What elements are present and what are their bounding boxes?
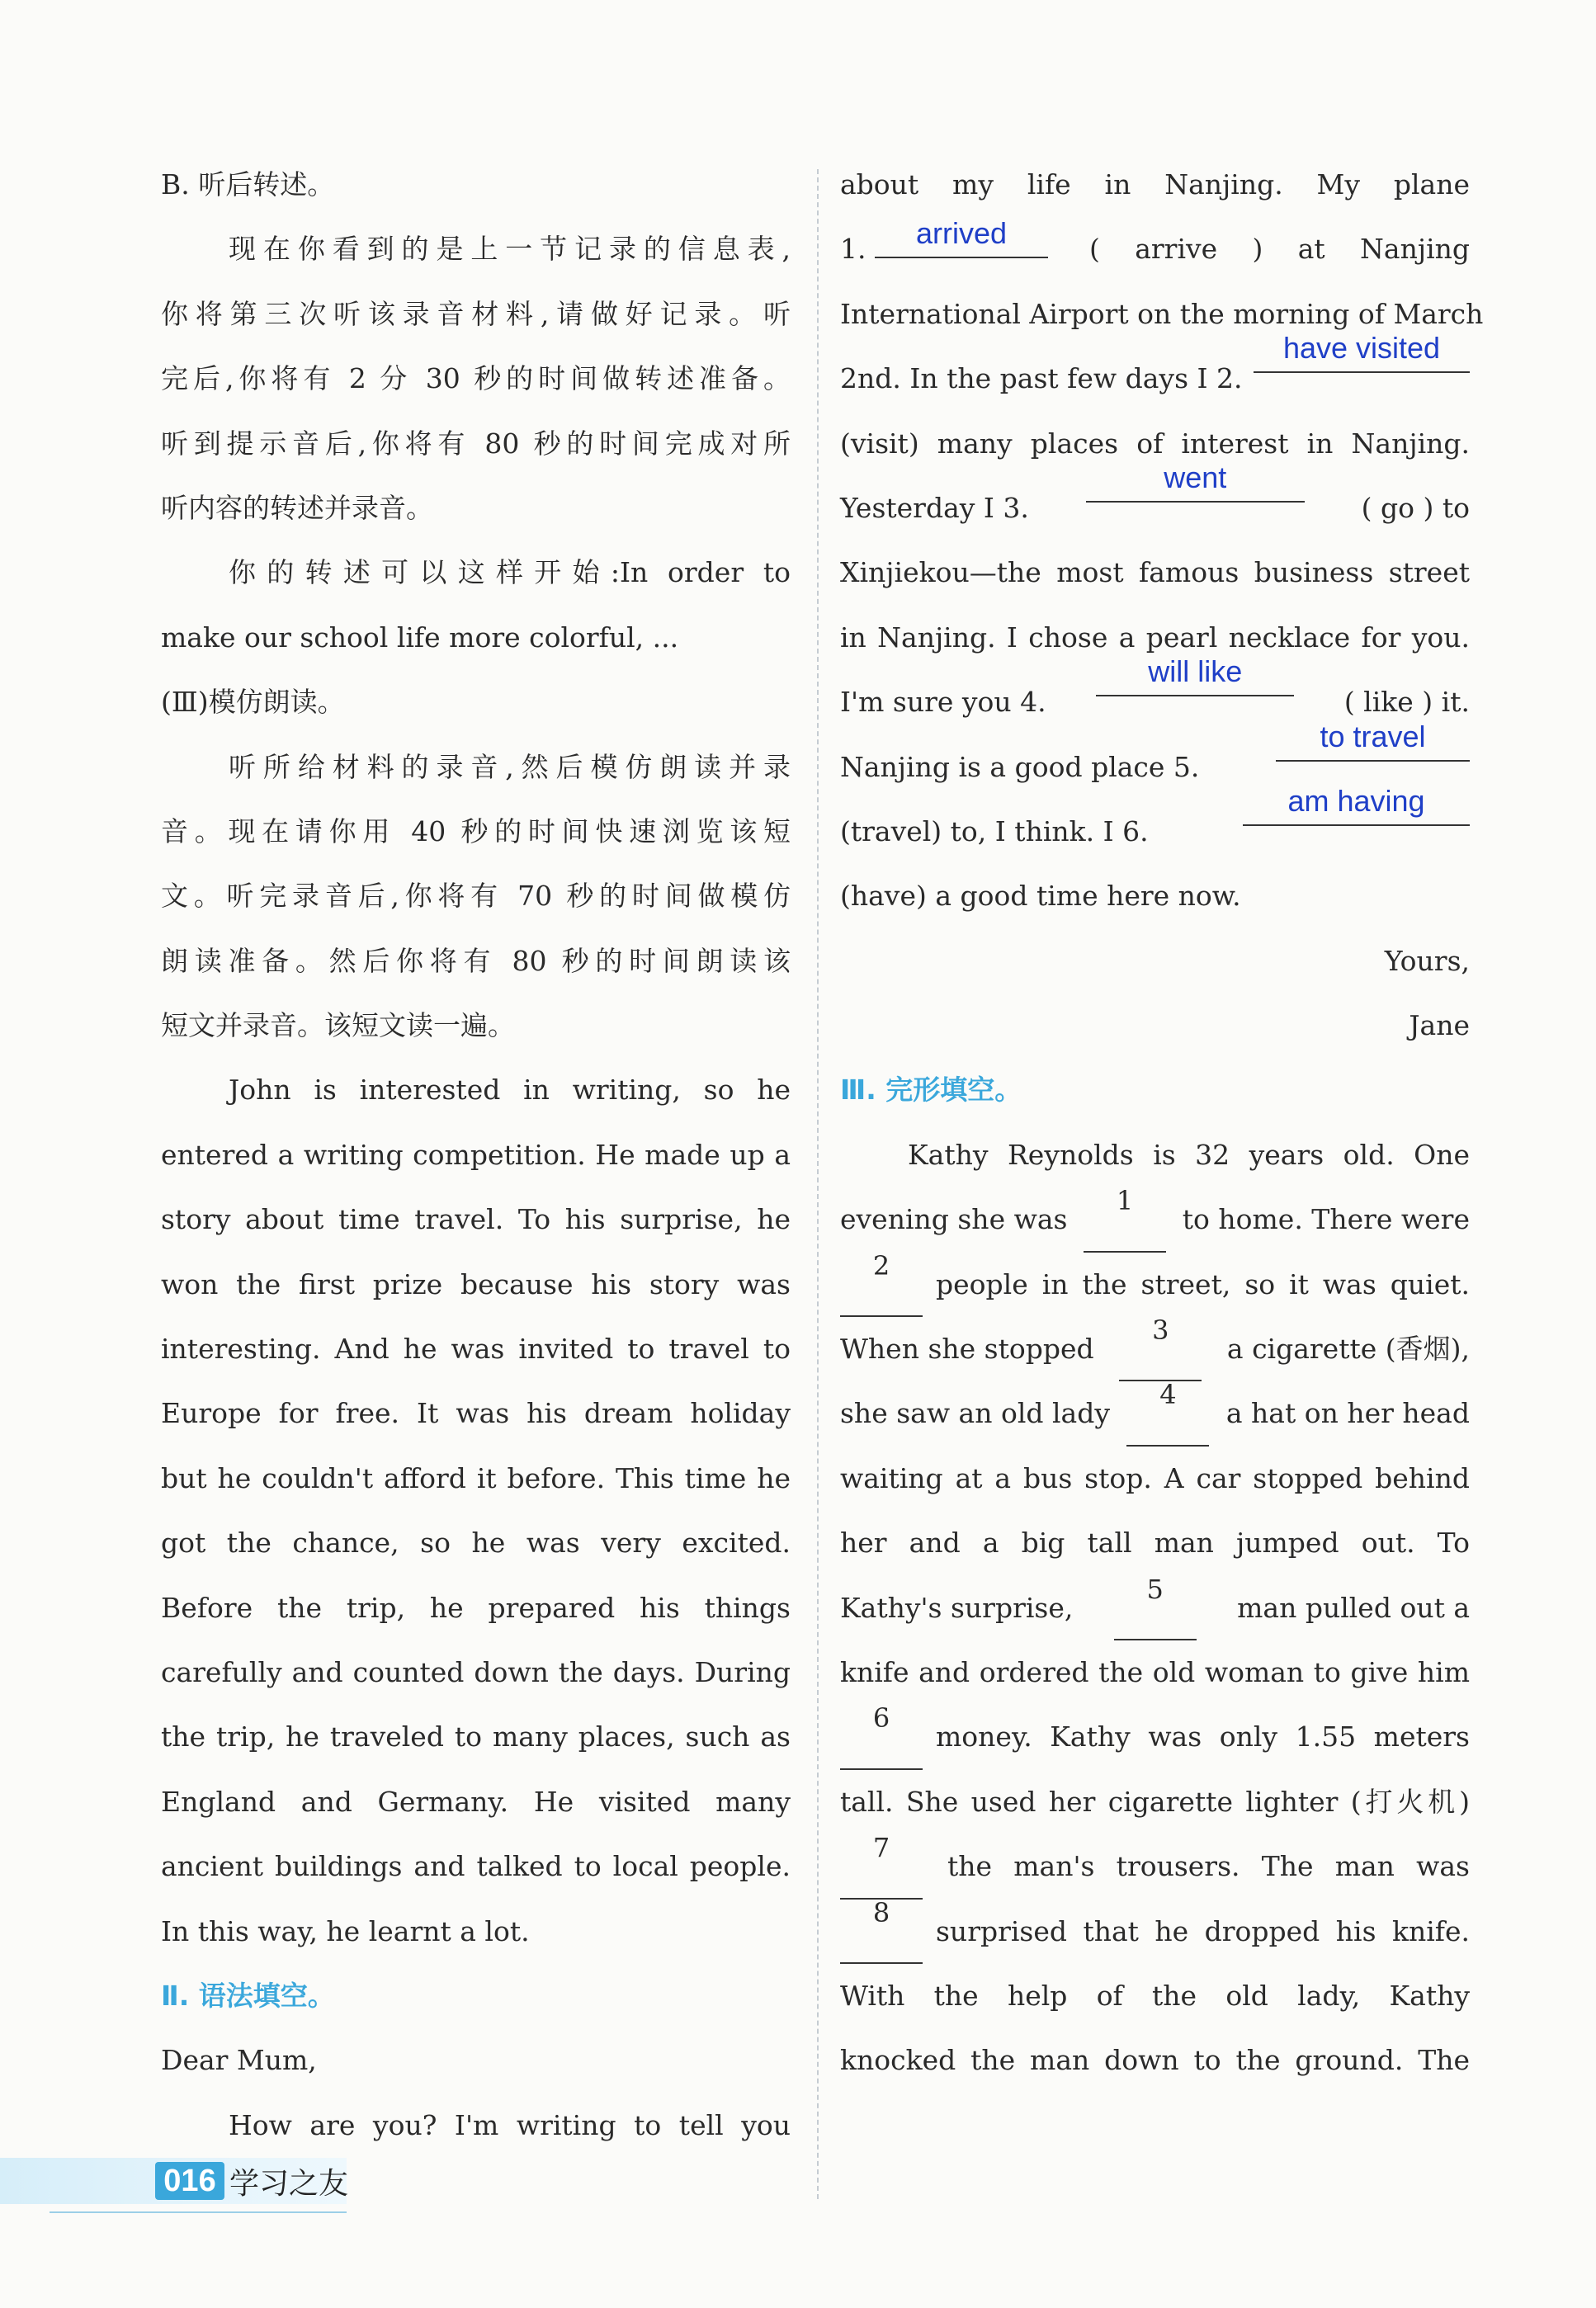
- passage-text: interesting. And he was invited to travel to: [161, 1333, 791, 1366]
- passage-text: Before the trip, he prepared his things: [161, 1591, 791, 1624]
- section-iii-cloze-title: Ⅲ. 完形填空。: [840, 1074, 1022, 1107]
- passage-text: entered a writing competition. He made up a: [161, 1138, 791, 1171]
- cloze-text: the man's trousers. The man was: [947, 1850, 1470, 1883]
- letter-text: ( arrive ) at Nanjing: [1089, 233, 1470, 266]
- cloze-text: When she stopped: [840, 1333, 1094, 1366]
- blank-number: 1: [1116, 1185, 1134, 1217]
- passage-text: the trip, he traveled to many places, such as: [161, 1720, 791, 1753]
- answer-text: have visited: [1282, 331, 1441, 366]
- letter-text: Yesterday I 3.: [840, 491, 1029, 524]
- letter-greeting: Dear Mum,: [161, 2044, 317, 2077]
- cloze-line: [840, 1702, 1470, 1769]
- cloze-text: man pulled out a: [1237, 1591, 1470, 1624]
- instruction-text: 听到提示音后,你将有 80 秒的时间完成对所: [161, 427, 791, 460]
- instruction-text: 现在你看到的是上一节记录的信息表,: [229, 233, 791, 266]
- section-ii-title: Ⅱ. 语法填空。: [161, 1979, 335, 2012]
- cloze-line: [840, 1249, 1470, 1317]
- cloze-blank-3[interactable]: [1119, 1314, 1202, 1381]
- letter-text: in Nanjing. I chose a pearl necklace for you.: [840, 621, 1470, 654]
- letter-text: ( like ) it.: [1343, 686, 1470, 719]
- letter-text: ( go ) to: [1361, 491, 1470, 524]
- cloze-blank-8[interactable]: [840, 1896, 923, 1964]
- cloze-text: she saw an old lady: [840, 1397, 1111, 1430]
- passage-text: ancient buildings and talked to local people.: [161, 1850, 791, 1883]
- brand-name: 学习之友: [229, 2167, 349, 2201]
- instruction-text: make our school life more colorful, ...: [161, 621, 679, 654]
- passage-text: but he couldn't afford it before. This time he: [161, 1461, 791, 1494]
- instruction-text: 听所给材料的录音,然后模仿朗读并录: [229, 750, 791, 783]
- cloze-line: [840, 1187, 1470, 1252]
- letter-line-blank-1: [840, 217, 1470, 281]
- cloze-text: knocked the man down to the ground. The: [840, 2044, 1470, 2077]
- passage-text: won the first prize because his story was: [161, 1267, 791, 1300]
- cloze-text: money. Kathy was only 1.55 meters: [936, 1720, 1470, 1753]
- answer-text: went: [1164, 460, 1227, 494]
- footer-rule: [50, 2211, 347, 2213]
- page-number: 016: [155, 2162, 224, 2200]
- cloze-text: her and a big tall man jumped out. To: [840, 1527, 1470, 1560]
- answer-blank-5[interactable]: [1276, 719, 1470, 762]
- instruction-text: 音。现在请你用 40 秒的时间快速浏览该短: [161, 814, 791, 847]
- cloze-line: [840, 1381, 1470, 1446]
- passage-text: got the chance, so he was very excited.: [161, 1527, 791, 1560]
- cloze-blank-2[interactable]: [840, 1249, 923, 1317]
- section-b-title: B. 听后转述。: [161, 168, 335, 201]
- answer-text: will like: [1148, 654, 1243, 689]
- instruction-text: 文。听完录音后,你将有 70 秒的时间做模仿: [161, 880, 791, 913]
- letter-text: (visit) many places of interest in Nanjing.: [840, 427, 1470, 460]
- cloze-text: a hat on her head: [1225, 1397, 1470, 1430]
- letter-text: International Airport on the morning of March: [840, 297, 1484, 330]
- passage-text: John is interested in writing, so he: [229, 1074, 791, 1107]
- cloze-text: knife and ordered the old woman to give him: [840, 1655, 1470, 1688]
- letter-line-blank-3: [840, 460, 1470, 540]
- cloze-blank-4[interactable]: [1126, 1381, 1209, 1446]
- blank-number: 3: [1152, 1314, 1169, 1347]
- left-column: [161, 153, 791, 2158]
- letter-text: (travel) to, I think. I 6.: [840, 814, 1149, 847]
- cloze-text: Kathy Reynolds is 32 years old. One: [908, 1138, 1470, 1171]
- cloze-blank-7[interactable]: [840, 1834, 923, 1899]
- cloze-text: With the help of the old lady, Kathy: [840, 1979, 1470, 2012]
- letter-signature: Jane: [1409, 1009, 1470, 1042]
- cloze-blank-5[interactable]: [1114, 1573, 1197, 1640]
- instruction-text: 你将第三次听该录音材料,请做好记录。听: [161, 297, 791, 330]
- cloze-blank-6[interactable]: [840, 1702, 923, 1769]
- passage-text: carefully and counted down the days. During: [161, 1655, 791, 1688]
- blank-number: 5: [1146, 1573, 1164, 1605]
- cloze-text: waiting at a bus stop. A car stopped behind: [840, 1461, 1470, 1494]
- instruction-text: 你的转述可以这样开始:In order to: [229, 556, 791, 589]
- instruction-text: 完后,你将有 2 分 30 秒的时间做转述准备。: [161, 362, 791, 395]
- answer-blank-4[interactable]: [1096, 654, 1294, 696]
- blank-number: 4: [1159, 1379, 1177, 1411]
- blank-number: 2: [872, 1249, 890, 1281]
- blank-number: 6: [872, 1702, 890, 1735]
- cloze-text: people in the street, so it was quiet.: [936, 1267, 1470, 1300]
- letter-text: Xinjiekou—the most famous business street: [840, 556, 1470, 589]
- instruction-text: 短文并录音。该短文读一遍。: [161, 1009, 515, 1042]
- cloze-text: Kathy's surprise,: [840, 1591, 1074, 1624]
- passage-text: Europe for free. It was his dream holiday: [161, 1397, 791, 1430]
- blank-number: 1.: [840, 233, 866, 266]
- cloze-text: evening she was: [840, 1203, 1068, 1236]
- instruction-text: 听内容的转述并录音。: [161, 491, 433, 524]
- column-divider: [817, 169, 819, 2199]
- letter-text: Nanjing is a good place 5.: [840, 750, 1200, 783]
- letter-text: How are you? I'm writing to tell you: [229, 2108, 791, 2141]
- passage-text: story about time travel. To his surprise, he: [161, 1203, 791, 1236]
- section-iii-title: (Ⅲ)模仿朗读。: [161, 686, 345, 719]
- letter-closing: Yours,: [1384, 944, 1470, 977]
- cloze-text: to home. There were: [1182, 1203, 1470, 1236]
- passage-text: England and Germany. He visited many: [161, 1785, 791, 1818]
- letter-text: about my life in Nanjing. My plane: [840, 168, 1470, 201]
- letter-text: 2nd. In the past few days I 2.: [840, 362, 1243, 395]
- answer-text: am having: [1287, 783, 1425, 818]
- cloze-blank-1[interactable]: [1084, 1187, 1166, 1252]
- answer-blank-6[interactable]: [1243, 783, 1470, 826]
- blank-number: 8: [872, 1896, 890, 1928]
- answer-blank-2[interactable]: [1254, 331, 1470, 373]
- letter-line-blank-2: [840, 331, 1470, 411]
- cloze-text: tall. She used her cigarette lighter (打火机): [840, 1785, 1470, 1818]
- cloze-line: [840, 1573, 1470, 1640]
- cloze-line: [840, 1314, 1470, 1381]
- cloze-text: surprised that he dropped his knife.: [936, 1914, 1470, 1947]
- right-column: [840, 153, 1484, 2093]
- letter-line-blank-6: [840, 783, 1470, 864]
- cloze-text: a cigarette (香烟),: [1226, 1333, 1470, 1366]
- blank-number: 7: [872, 1832, 890, 1864]
- cloze-line: [840, 1896, 1470, 1964]
- answer-blank-3[interactable]: [1086, 460, 1305, 503]
- answer-blank-1[interactable]: [875, 216, 1048, 258]
- answer-text: to travel: [1320, 719, 1426, 753]
- instruction-text: 朗读准备。然后你将有 80 秒的时间朗读该: [161, 944, 791, 977]
- answer-text: arrived: [915, 216, 1008, 251]
- passage-text: In this way, he learnt a lot.: [161, 1914, 530, 1947]
- letter-text: I'm sure you 4.: [840, 686, 1046, 719]
- cloze-line: [840, 1834, 1470, 1899]
- letter-text: (have) a good time here now.: [840, 880, 1241, 913]
